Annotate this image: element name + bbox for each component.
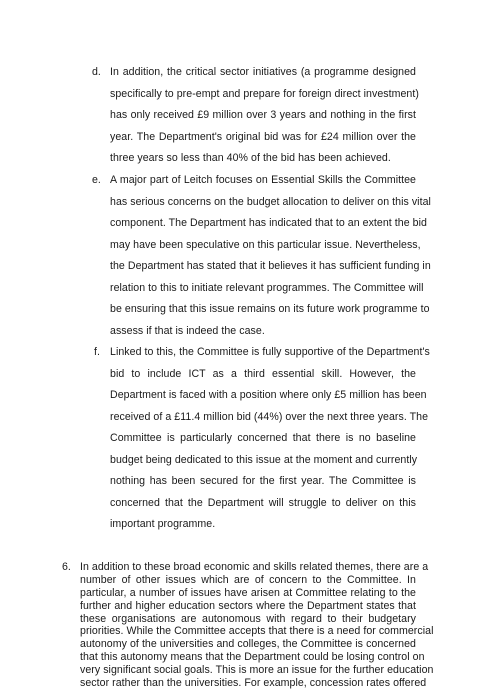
text-line: number of other issues which are of concern to the Committee. In [80, 574, 416, 586]
text-line: has only received £9 million over 3 years and nothing in the first [110, 109, 416, 121]
text-line: sector rather than the universities. For example, concession rates offered [80, 677, 427, 689]
text-line: A major part of Leitch focuses on Essential Skills the Committee [110, 174, 416, 186]
text-line: that this autonomy means that the Department could be losing control on [80, 651, 425, 663]
text-line: In addition to these broad economic and skills related themes, there are a [80, 561, 429, 573]
text-line: Department is faced with a position where only £5 million has been [110, 389, 427, 401]
text-line: assess if that is indeed the case. [110, 325, 265, 337]
list-marker: e. [92, 174, 101, 186]
text-line: nothing has been secured for the first year. The Committee is [110, 475, 416, 487]
list-marker: d. [92, 66, 101, 78]
text-line: bid to include ICT as a third essential skill. However, the [110, 368, 416, 380]
text-line: further and higher education sectors where the Department states that [80, 600, 416, 612]
text-line: In addition, the critical sector initiatives (a programme designed [110, 66, 416, 78]
text-line: specifically to pre-empt and prepare for foreign direct investment) [110, 88, 419, 100]
text-line: autonomy of the universities and colleges, the Committee is concerned [80, 638, 416, 650]
paragraph-number: 6. [62, 561, 71, 573]
text-line: has serious concerns on the budget allocation to deliver on this vital [110, 196, 431, 208]
text-line: important programme. [110, 518, 216, 530]
text-line: particular, a number of issues have arisen at Committee relating to the [80, 587, 416, 599]
text-line: priorities. While the Committee accepts that there is a need for commercial [80, 625, 434, 637]
text-line: three years so less than 40% of the bid has been achieved. [110, 152, 391, 164]
text-line: component. The Department has indicated that to an extent the bid [110, 217, 427, 229]
list-marker: f. [94, 346, 100, 358]
text-line: be ensuring that this issue remains on its future work programme to [110, 303, 430, 315]
text-line: may have been speculative on this particular issue. Nevertheless, [110, 239, 421, 251]
text-line: year. The Department's original bid was for £24 million over the [110, 131, 416, 143]
text-line: Linked to this, the Committee is fully supportive of the Department's [110, 346, 430, 358]
text-line: concerned that the Department will struggle to deliver on this [110, 497, 416, 509]
text-line: very significant social goals. This is more an issue for the further education [80, 664, 434, 676]
text-line: relation to this to initiate relevant programmes. The Committee will [110, 282, 424, 294]
text-line: received of a £11.4 million bid (44%) over the next three years. The [110, 411, 429, 423]
text-line: Committee is particularly concerned that there is no baseline [110, 432, 416, 444]
text-line: these organisations are autonomous with regard to their budgetary [80, 613, 416, 625]
text-line: the Department has stated that it believes it has sufficient funding in [110, 260, 431, 272]
text-line: budget being dedicated to this issue at the moment and currently [110, 454, 418, 466]
